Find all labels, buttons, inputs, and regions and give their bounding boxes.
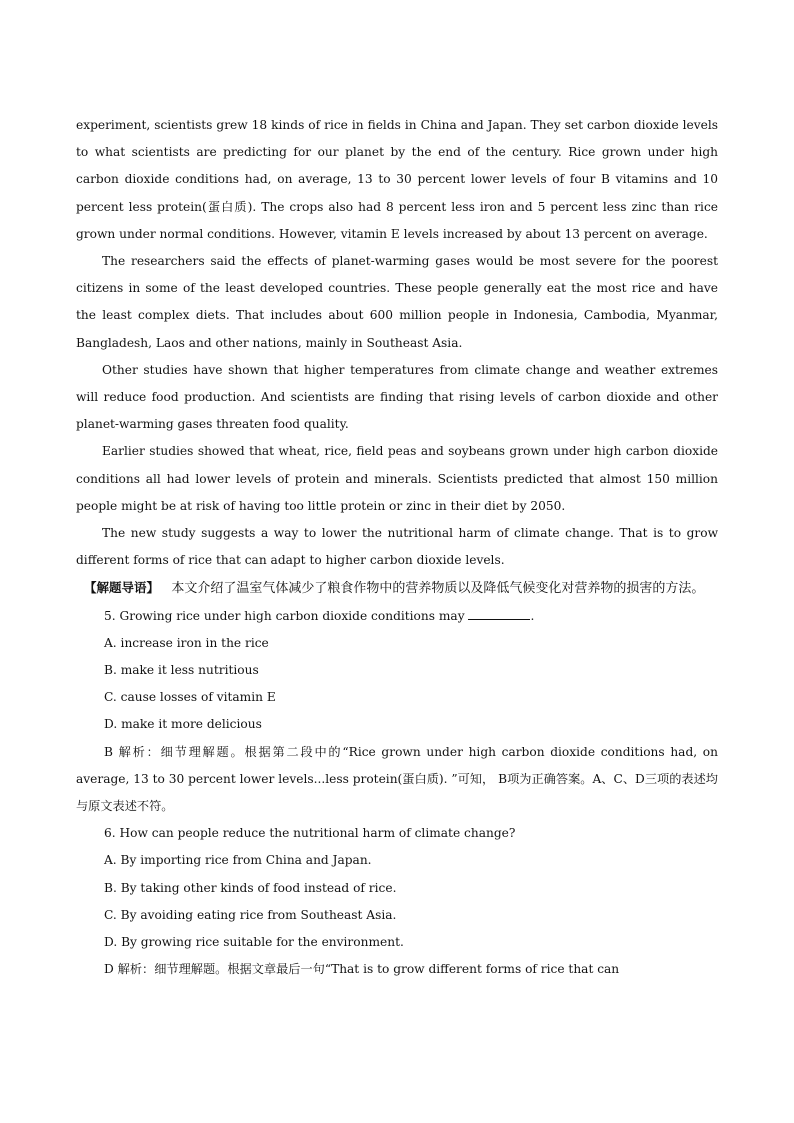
question-5-answer: B 解析：细节理解题。根据第二段中的“Rice grown under high carbon dioxide conditions had, on average, 13 to 30 percent lower levels...less protein(蛋白质). ”可知， B项为正确答案。A、C、D三项的表述均与原文表述不符。 (76, 744, 718, 814)
page-content (76, 112, 718, 984)
guide-label: 【解题导语】 (84, 580, 160, 596)
question-5-option-d: D. make it more delicious (104, 717, 262, 732)
question-6-option-d: D. By growing rice suitable for the environment. (104, 935, 404, 950)
question-6-option-a: A. By importing rice from China and Japan. (104, 853, 372, 868)
passage-paragraph-1: experiment, scientists grew 18 kinds of rice in fields in China and Japan. They set carbon dioxide levels to what scientists are predicting for our planet by the end of the century. Rice grown under high carbon dioxide conditions had, on average, 13 to 30 percent lower levels of four B vitamins and 10 percent less protein(蛋白质). The crops also had 8 percent less iron and 5 percent less zinc than rice grown under normal conditions. However, vitamin E levels increased by about 13 percent on average. (76, 118, 718, 241)
guide-paragraph (76, 574, 718, 602)
passage-paragraph-5: The new study suggests a way to lower the nutritional harm of climate change. That is to grow different forms of rice that can adapt to higher carbon dioxide levels. (76, 526, 718, 568)
question-5-end: . (530, 608, 535, 623)
question-5-option-b: B. make it less nutritious (104, 663, 259, 678)
question-5-option-a: A. increase iron in the rice (104, 635, 269, 650)
passage-paragraph-4: Earlier studies showed that wheat, rice, field peas and soybeans grown under high carbon dioxide conditions all had lower levels of protein and minerals. Scientists predicted that almost 150 million people might be at risk of having too little protein or zinc in their diet by 2050. (76, 444, 718, 513)
passage-paragraph-2: The researchers said the effects of planet-warming gases would be most severe for the poorest citizens in some of the least developed countries. These people generally eat the most rice and have the least complex diets. That includes about 600 million people in Indonesia, Cambodia, Myanmar, Bangladesh, Laos and other nations, mainly in Southeast Asia. (76, 254, 718, 350)
question-6-stem: 6. How can people reduce the nutritional harm of climate change? (104, 826, 516, 841)
question-6-answer: D 解析：细节理解题。根据文章最后一句“That is to grow different forms of rice that can (104, 962, 620, 977)
passage-paragraph-3: Other studies have shown that higher temperatures from climate change and weather extremes will reduce food production. And scientists are finding that rising levels of carbon dioxide and other planet-warming gases threaten food quality. (76, 362, 718, 432)
question-5-stem (76, 603, 718, 630)
question-5-option-c: C. cause losses of vitamin E (104, 690, 276, 705)
guide-text: 本文介绍了温室气体减少了粮食作物中的营养物质以及降低气候变化对营养物的损害的方法。 (171, 581, 705, 597)
answer-blank (468, 607, 530, 620)
question-6-option-b: B. By taking other kinds of food instead of rice. (104, 880, 397, 895)
question-5-text: 5. Growing rice under high carbon dioxide conditions may (104, 608, 465, 623)
question-6-option-c: C. By avoiding eating rice from Southeast Asia. (104, 907, 397, 922)
